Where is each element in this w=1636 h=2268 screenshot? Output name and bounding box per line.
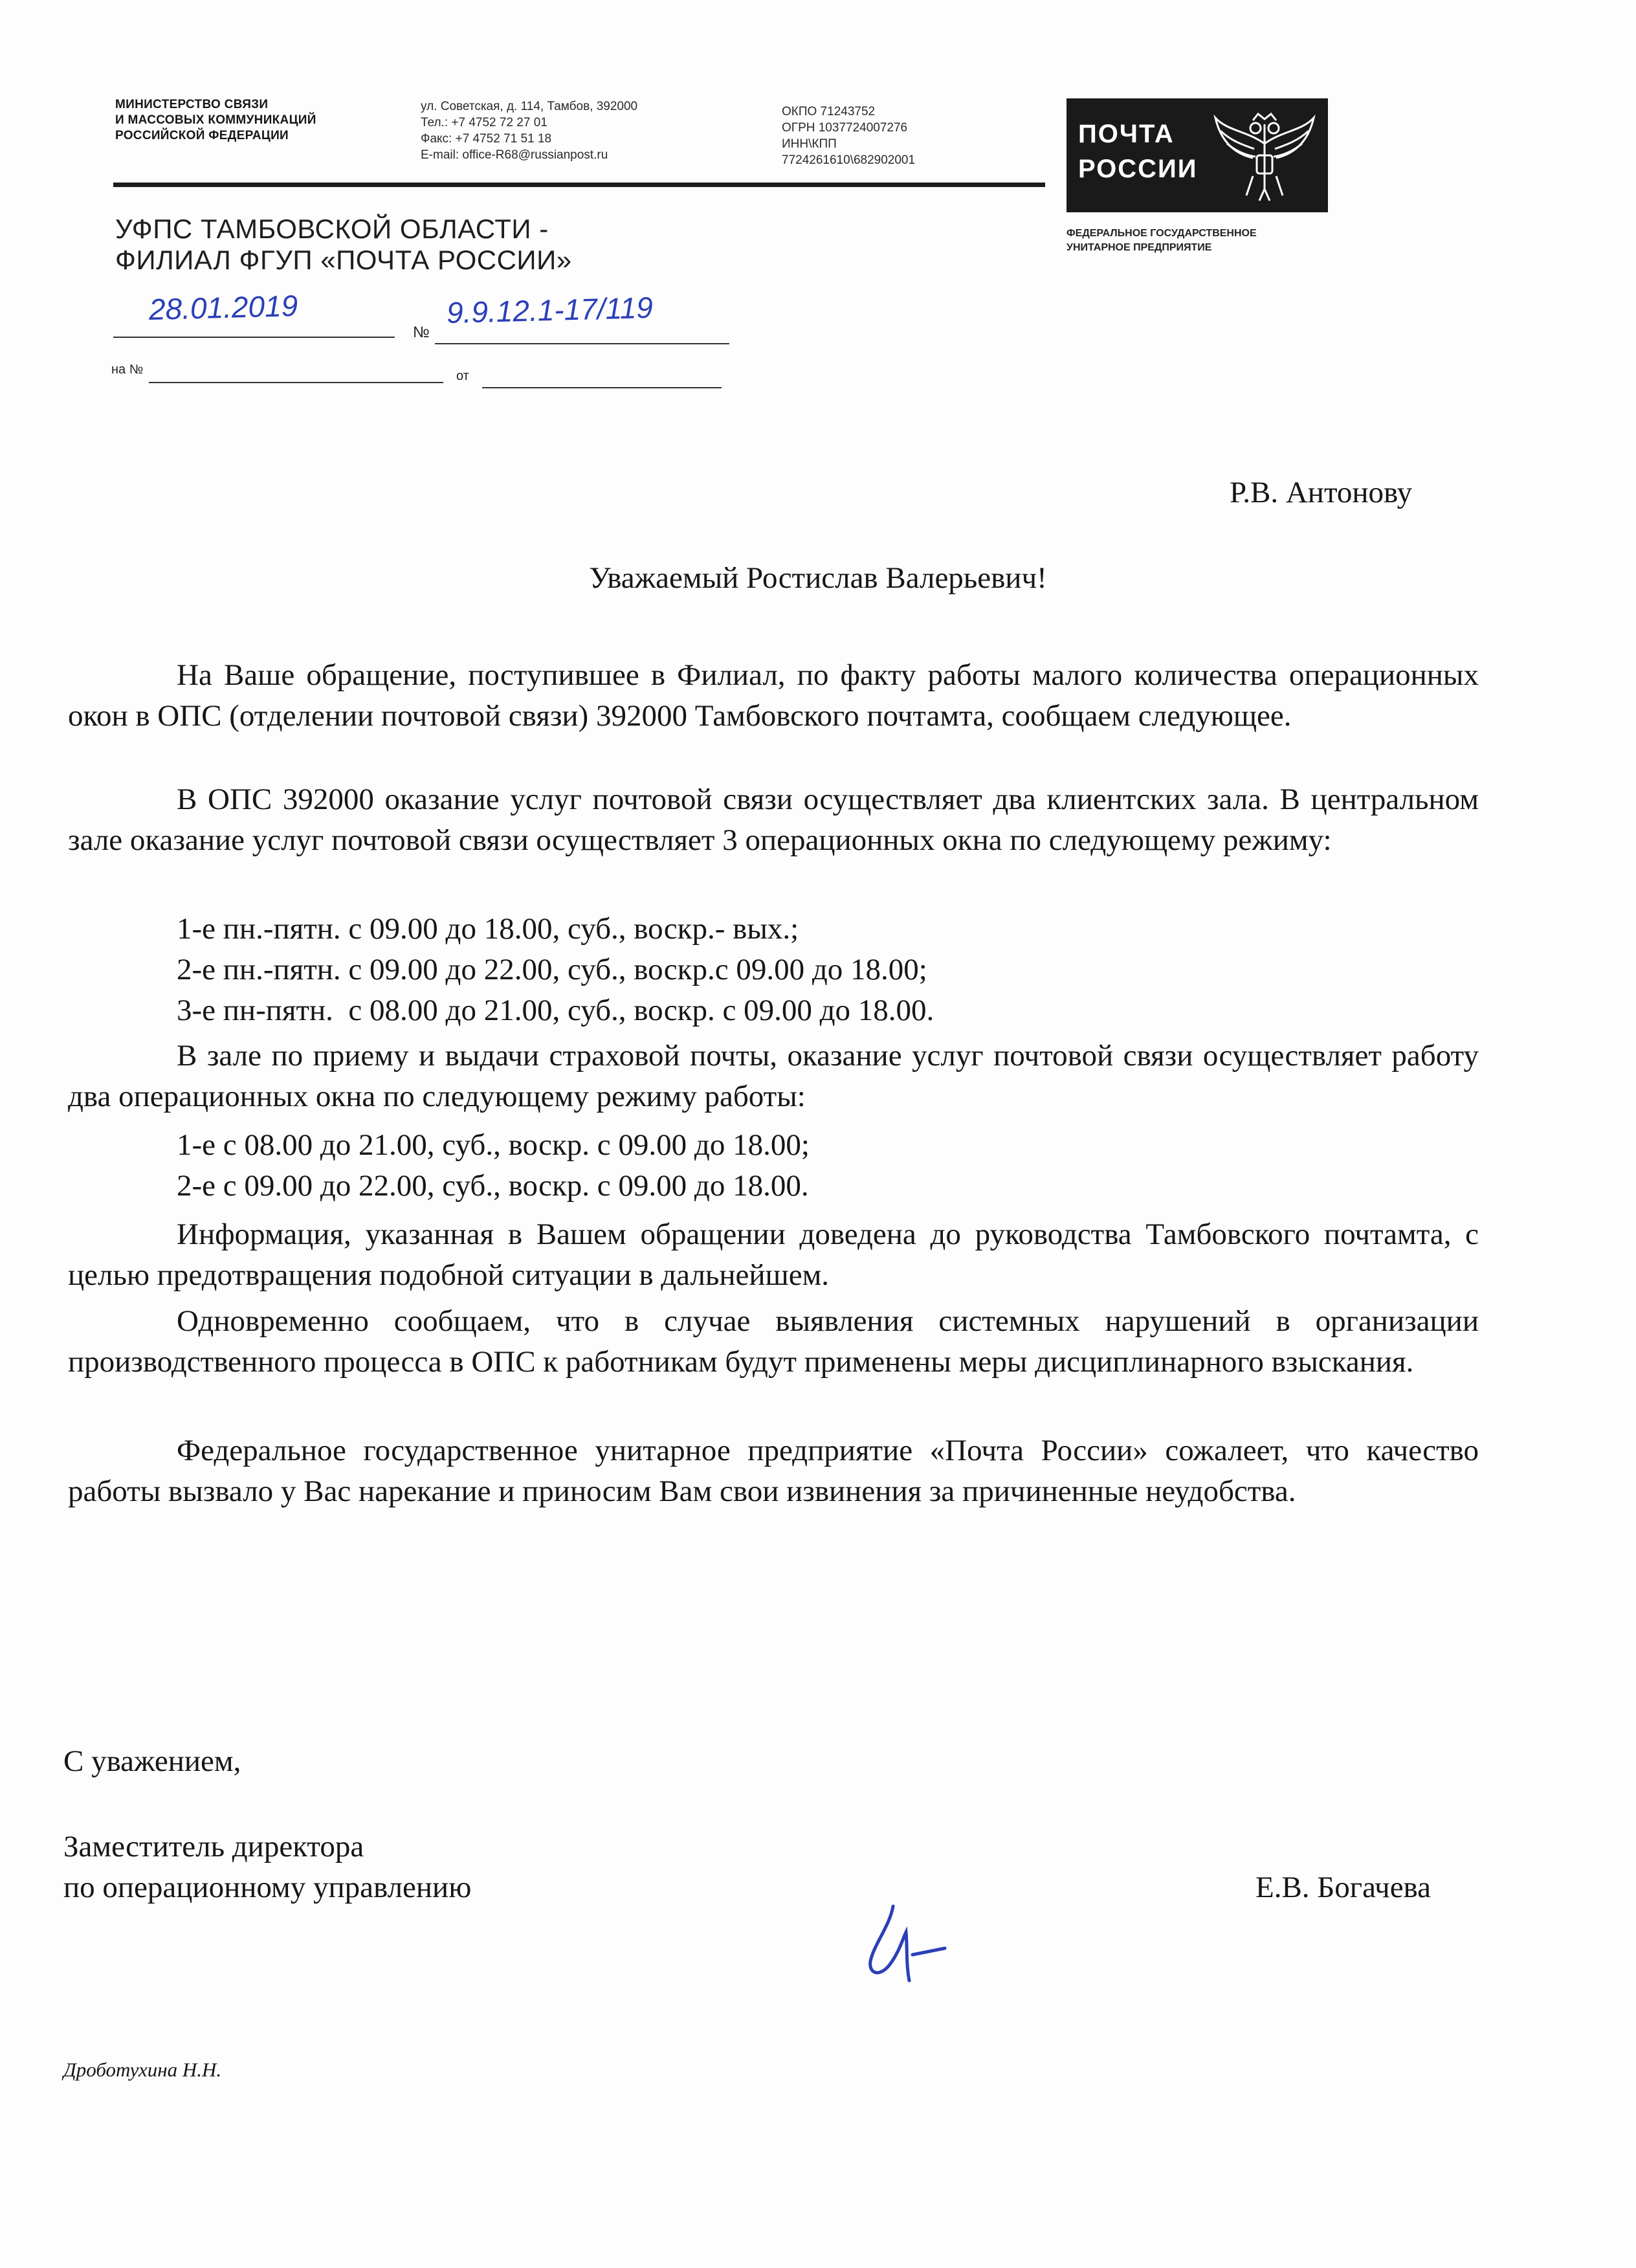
- from-underline: [482, 387, 722, 388]
- number-handwritten: 9.9.12.1-17/119: [446, 290, 654, 330]
- number-label: №: [413, 324, 430, 341]
- paragraph-2: В ОПС 392000 оказание услуг почтовой связи осуществляет два клиентских зала. В центральном зале оказание услуг почтовой связи осуществляет 3 операционных окна по следующему режиму:: [68, 783, 1479, 857]
- ministry-line: МИНИСТЕРСТВО СВЯЗИ: [115, 98, 269, 111]
- from-label: от: [456, 369, 469, 383]
- contact-block: [421, 98, 637, 163]
- signatory-name: Е.В. Богачева: [1255, 1871, 1431, 1904]
- executor-name: Дроботухина Н.Н.: [63, 2058, 222, 2081]
- number-underline: [435, 343, 729, 344]
- paragraph-4: Информация, указанная в Вашем обращении доведена до руководства Тамбовского почтамта, с целью предотвращения подобной ситуации в дальнейшем.: [68, 1217, 1479, 1292]
- okpo: ОКПО 71243752: [782, 105, 876, 118]
- handwritten-signature: [854, 1900, 984, 1990]
- schedule-item: 2-е с 09.00 до 22.00, суб., воскр. с 09.00 до 18.00.: [177, 1169, 809, 1203]
- inn-label: ИНН\КПП: [782, 137, 837, 151]
- position-line: по операционному управлению: [63, 1871, 472, 1904]
- branch-name-line: УФПС ТАМБОВСКОЙ ОБЛАСТИ -: [115, 214, 549, 244]
- eagle-emblem-icon: [1208, 105, 1321, 206]
- date-underline: [113, 337, 395, 338]
- schedule-item: 1-е пн.-пятн. с 09.00 до 18.00, суб., воскр.- вых.;: [177, 912, 799, 946]
- phone: Тел.: +7 4752 72 27 01: [421, 116, 547, 129]
- ministry-line: И МАССОВЫХ КОММУНИКАЦИЙ: [115, 113, 316, 127]
- logo-line: РОССИИ: [1078, 155, 1198, 183]
- header-rule: [113, 183, 1045, 187]
- signatory-position: [63, 1827, 471, 1908]
- logo-line: ПОЧТА: [1078, 120, 1175, 148]
- inn-value: 7724261610\682902001: [782, 153, 916, 167]
- schedule-central: [177, 909, 934, 1031]
- addressee: Р.В. Антонову: [1230, 476, 1413, 509]
- ministry-line: РОССИЙСКОЙ ФЕДЕРАЦИИ: [115, 129, 289, 142]
- branch-name: [115, 214, 572, 276]
- schedule-item: 2-е пн.-пятн. с 09.00 до 22.00, суб., воскр.с 09.00 до 18.00;: [177, 953, 927, 986]
- salutation: Уважаемый Ростислав Валерьевич!: [589, 561, 1047, 595]
- schedule-insured: [177, 1125, 810, 1206]
- email: E-mail: office-R68@russianpost.ru: [421, 148, 608, 162]
- ref-underline: [149, 382, 443, 383]
- registry-block: [782, 104, 915, 168]
- position-line: Заместитель директора: [63, 1830, 364, 1863]
- logo-text: [1078, 117, 1198, 186]
- schedule-item: 1-е с 08.00 до 21.00, суб., воскр. с 09.00 до 18.00;: [177, 1128, 810, 1162]
- ministry-name: [115, 97, 316, 144]
- paragraph-3: В зале по приему и выдачи страховой почты, оказание услуг почтовой связи осуществляет работу два операционных окна по следующему режиму работы:: [68, 1039, 1479, 1113]
- logo-caption-line: УНИТАРНОЕ ПРЕДПРИЯТИЕ: [1067, 242, 1212, 253]
- schedule-item: 3-е пн-пятн. с 08.00 до 21.00, суб., воскр. с 09.00 до 18.00.: [177, 994, 934, 1027]
- address: ул. Советская, д. 114, Тамбов, 392000: [421, 100, 638, 113]
- paragraph-5: Одновременно сообщаем, что в случае выявления системных нарушений в организации производственного процесса в ОПС к работникам будут применены меры дисциплинарного взыскания.: [68, 1304, 1479, 1379]
- logo-caption: [1067, 227, 1257, 255]
- closing: С уважением,: [63, 1744, 241, 1778]
- fax: Факс: +7 4752 71 51 18: [421, 132, 552, 146]
- logo-caption-line: ФЕДЕРАЛЬНОЕ ГОСУДАРСТВЕННОЕ: [1067, 228, 1257, 239]
- branch-name-line: ФИЛИАЛ ФГУП «ПОЧТА РОССИИ»: [115, 245, 572, 275]
- pochta-rossii-logo: [1067, 98, 1328, 212]
- paragraph-6: Федеральное государственное унитарное предприятие «Почта России» сожалеет, что качество работы вызвало у Вас нарекание и приносим Вам свои извинения за причиненные неудобства.: [68, 1434, 1479, 1508]
- ref-label: на №: [111, 362, 144, 377]
- paragraph-1: На Ваше обращение, поступившее в Филиал, по факту работы малого количества операционных окон в ОПС (отделении почтовой связи) 392000 Тамбовского почтамта, сообщаем следующее.: [68, 658, 1479, 733]
- date-handwritten: 28.01.2019: [148, 288, 298, 327]
- ogrn: ОГРН 1037724007276: [782, 121, 908, 135]
